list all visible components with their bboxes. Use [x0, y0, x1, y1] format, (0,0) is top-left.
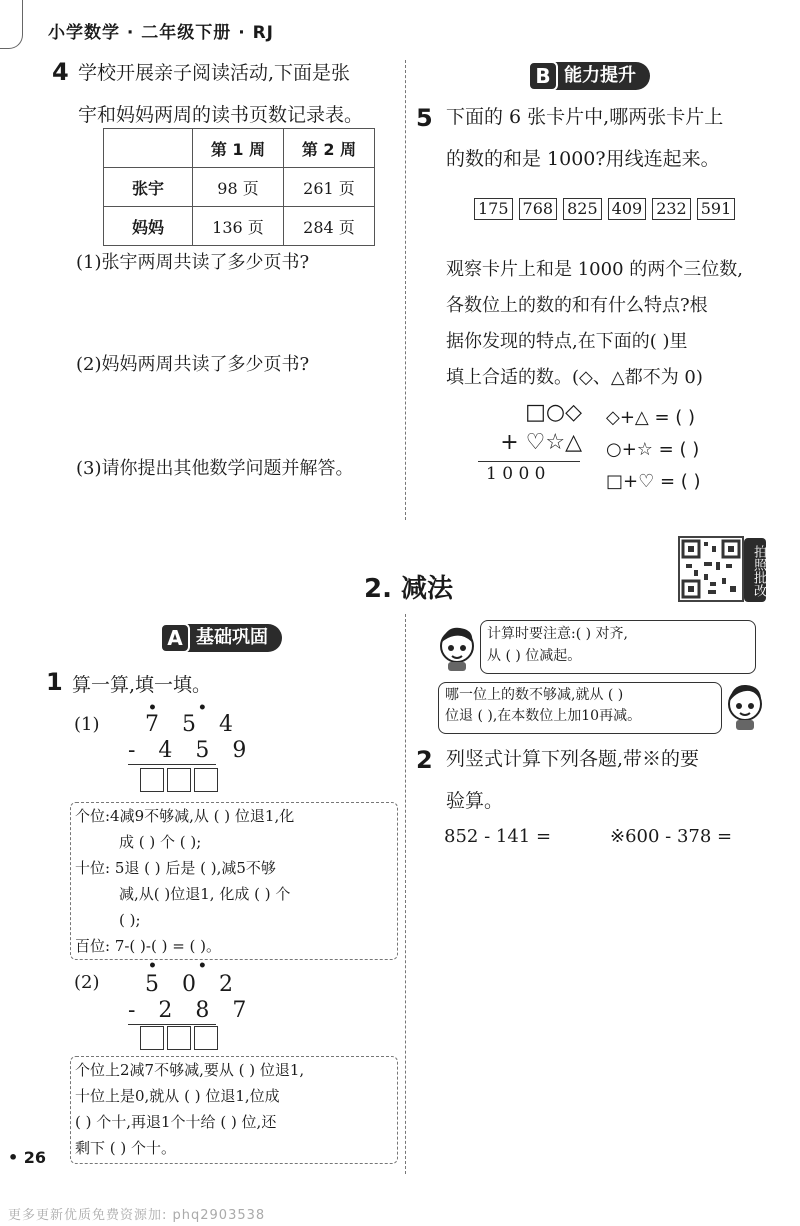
borrow-dots-2: • • [148, 958, 225, 974]
part-2-rule [128, 1024, 216, 1025]
question-5-line1: 下面的 6 张卡片中,哪两张卡片上 [446, 106, 724, 128]
question-5-number: 5 [416, 104, 433, 132]
symbol-addition [482, 398, 582, 458]
symbol-equations [606, 402, 701, 498]
girl-character-icon [722, 680, 768, 732]
question-4-number: 4 [52, 58, 69, 86]
tip-1-line1: 计算时要注意:( ) 对齐, [487, 626, 628, 642]
footer-watermark: 更多更新优质免费资源加: phq2903538 [8, 1208, 266, 1223]
part-2-label: (2) [74, 972, 100, 993]
symbol-equation-2: ○+☆ = ( ) [606, 439, 700, 460]
tip-1-line2: 从 ( ) 位减起。 [487, 648, 582, 664]
number-cards [474, 198, 741, 220]
question-1-title: 算一算,填一填。 [72, 674, 212, 696]
table-row [104, 207, 375, 246]
part-2-minuend: 5 0 2 [145, 972, 241, 997]
qr-code-icon[interactable] [678, 536, 744, 602]
number-card[interactable]: 175 [474, 198, 513, 220]
question-5-para3: 据你发现的特点,在下面的( )里 [446, 331, 688, 352]
section-a-letter: A [160, 623, 190, 653]
tip-2-line1: 哪一位上的数不够减,就从 ( ) [445, 687, 624, 703]
row-name: 张宇 [104, 168, 193, 207]
answer-box[interactable] [167, 768, 191, 792]
boy-character-icon [434, 622, 480, 672]
part-1-subtrahend: - 4 5 9 [128, 738, 255, 763]
part-1-answer-boxes[interactable] [140, 768, 221, 796]
number-card[interactable]: 768 [519, 198, 558, 220]
part-2-hint-4: 剩下 ( ) 个十。 [75, 1139, 177, 1157]
symbol-equation-3: □+♡ = ( ) [606, 471, 701, 492]
number-card[interactable]: 409 [608, 198, 647, 220]
question-4-sub3: (3)请你提出其他数学问题并解答。 [76, 458, 354, 479]
scan-correct-label: 拍照批改 [744, 538, 766, 602]
answer-box[interactable] [140, 768, 164, 792]
number-card[interactable]: 591 [697, 198, 736, 220]
answer-box[interactable] [140, 1026, 164, 1050]
section-b-letter: B [528, 61, 558, 91]
reading-record-table [103, 128, 375, 246]
part-2-subtrahend: - 2 8 7 [128, 998, 255, 1023]
symbol-row-bottom: + ♡☆△ [500, 430, 582, 455]
part-1-hint-3: 十位: 5退 ( ) 后是 ( ),减5不够 [75, 859, 276, 877]
answer-box[interactable] [194, 768, 218, 792]
question-2-text [446, 738, 699, 822]
question-4-line2: 宇和妈妈两周的读书页数记录表。 [78, 104, 364, 126]
corner-mark [0, 0, 23, 49]
section-a-badge [167, 624, 282, 652]
part-1-hint-1: 个位:4减9不够减,从 ( ) 位退1,化 [75, 807, 295, 825]
symbol-equation-1: ◇+△ = ( ) [606, 407, 696, 428]
answer-box[interactable] [167, 1026, 191, 1050]
part-2-answer-boxes[interactable] [140, 1026, 221, 1054]
part-2-hint-1: 个位上2减7不够减,要从 ( ) 位退1, [75, 1061, 305, 1079]
number-card[interactable]: 232 [652, 198, 691, 220]
section-a-title: 基础巩固 [196, 627, 268, 648]
column-divider-bottom [405, 614, 406, 1174]
row-week1: 98 页 [193, 168, 284, 207]
question-2-equation-2: ※600 - 378 = [610, 826, 733, 847]
borrow-dots-1: • • [148, 700, 225, 716]
section-b-title: 能力提升 [564, 65, 636, 86]
table-row [104, 168, 375, 207]
section-b-badge [535, 62, 650, 90]
tip-2-line2: 位退 ( ),在本数位上加10再减。 [445, 708, 642, 724]
row-week2: 284 页 [284, 207, 375, 246]
answer-box[interactable] [194, 1026, 218, 1050]
tip-bubble-1 [480, 620, 756, 674]
question-2-equation-1: 852 - 141 = [444, 826, 552, 847]
question-4-text [78, 52, 363, 136]
question-4-line1: 学校开展亲子阅读活动,下面是张 [78, 62, 351, 84]
part-1-rule [128, 764, 216, 765]
row-week2: 261 页 [284, 168, 375, 207]
column-divider-top [405, 60, 406, 520]
part-1-hint-6: 百位: 7-( )-( ) = ( )。 [75, 937, 222, 955]
question-5-para2: 各数位上的数的和有什么特点?根 [446, 295, 708, 316]
addition-rule [478, 461, 580, 462]
question-5-para1: 观察卡片上和是 1000 的两个三位数, [446, 259, 743, 280]
question-4-sub2: (2)妈妈两周共读了多少页书? [76, 354, 310, 375]
part-2-hint-2: 十位上是0,就从 ( ) 位退1,位成 [75, 1087, 280, 1105]
question-5-text [446, 96, 723, 180]
table-header-week2: 第 2 周 [284, 129, 375, 168]
question-5-para4: 填上合适的数。(◇、△都不为 0) [446, 367, 703, 388]
part-1-hint-box [70, 802, 398, 960]
symbol-row-top: □○◇ [525, 400, 582, 425]
question-4-sub1: (1)张宇两周共读了多少页书? [76, 252, 310, 273]
part-1-hint-4: 减,从( )位退1, 化成 ( ) 个 [119, 885, 291, 903]
part-2-hint-3: ( ) 个十,再退1个十给 ( ) 位,还 [75, 1113, 277, 1131]
part-2-hint-box [70, 1056, 398, 1164]
part-1-hint-2: 成 ( ) 个 ( ); [119, 833, 202, 851]
page-header-title: 小学数学 · 二年级下册 · RJ [48, 23, 275, 43]
tip-bubble-2 [438, 682, 722, 734]
question-5-line2: 的数的和是 1000?用线连起来。 [446, 148, 720, 170]
question-2-line1: 列竖式计算下列各题,带※的要 [446, 748, 700, 770]
question-2-number: 2 [416, 746, 433, 774]
question-1-number: 1 [46, 668, 63, 696]
row-name: 妈妈 [104, 207, 193, 246]
part-1-label: (1) [74, 714, 100, 735]
part-1-hint-5: ( ); [119, 911, 141, 929]
number-card[interactable]: 825 [563, 198, 602, 220]
row-week1: 136 页 [193, 207, 284, 246]
question-2-line2: 验算。 [446, 790, 504, 812]
part-1-minuend: 7 5 4 [145, 712, 241, 737]
symbol-result: 1 0 0 0 [486, 464, 546, 484]
table-header-week1: 第 1 周 [193, 129, 284, 168]
question-5-paragraph [446, 252, 743, 396]
section-2-title: 2. 减法 [364, 574, 454, 604]
page-number: • 26 [8, 1148, 47, 1167]
table-corner-cell [104, 129, 193, 168]
